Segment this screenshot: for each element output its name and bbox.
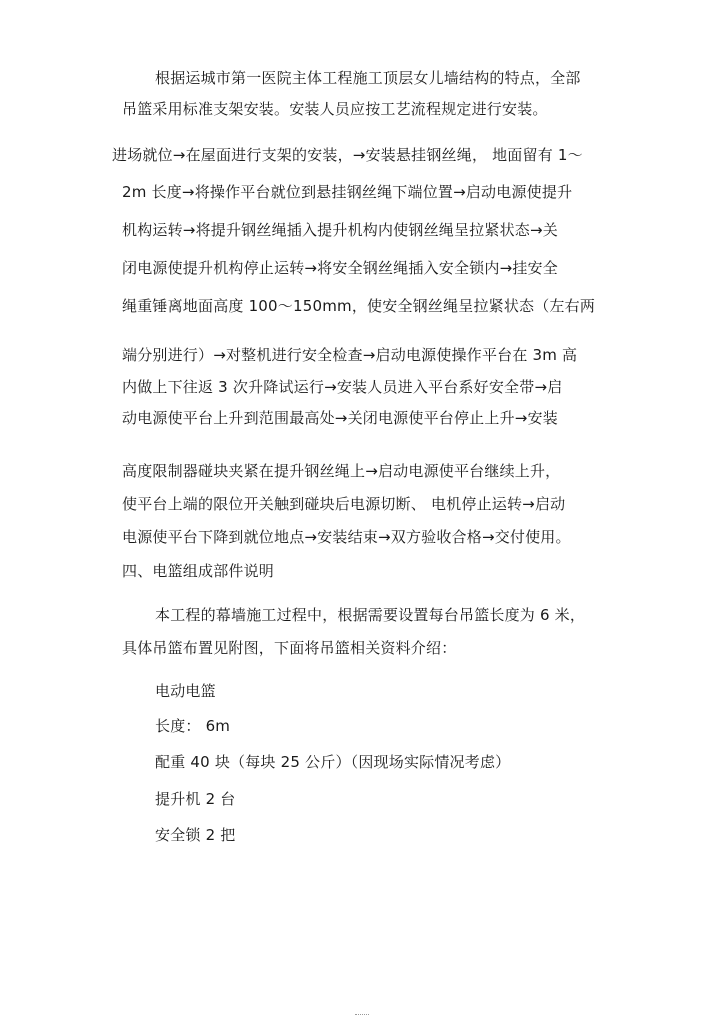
paragraph-line-4: 2m 长度→将操作平台就位到悬挂钢丝绳下端位置→启动电源使提升: [122, 183, 573, 201]
paragraph-line-2: 吊篮采用标准支架安装。安装人员应按工艺流程规定进行安装。: [122, 100, 548, 118]
spec-item-hoist: 提升机 2 台: [155, 790, 236, 808]
paragraph-line-12: 使平台上端的限位开关触到碰块后电源切断、 电机停止运转→启动: [122, 495, 566, 513]
spec-item-safety-lock: 安全锁 2 把: [155, 826, 236, 844]
spec-item-name: 电动电篮: [155, 682, 216, 700]
paragraph-line-9: 内做上下往返 3 次升降试运行→安装人员进入平台系好安全带→启: [122, 378, 563, 396]
section-heading: 四、电篮组成部件说明: [122, 562, 275, 580]
spec-item-counterweight: 配重 40 块（每块 25 公斤）（因现场实际情况考虑）: [155, 753, 511, 771]
spec-item-length: 长度： 6m: [155, 717, 231, 735]
paragraph-line-5: 机构运转→将提升钢丝绳插入提升机构内使钢丝绳呈拉紧状态→关: [122, 221, 558, 239]
paragraph-line-6: 闭电源使提升机构停止运转→将安全钢丝绳插入安全锁内→挂安全: [122, 259, 558, 277]
paragraph-line-3: 进场就位→在屋面进行支架的安装，→安装悬挂钢丝绳， 地面留有 1～: [112, 146, 583, 164]
paragraph-line-7: 绳重锤离地面高度 100～150mm，使安全钢丝绳呈拉紧状态（左右两: [122, 297, 596, 315]
page-footer-mark: [355, 1014, 369, 1018]
paragraph-line-14: 本工程的幕墙施工过程中，根据需要设置每台吊篮长度为 6 米，: [155, 606, 586, 624]
paragraph-line-13: 电源使平台下降到就位地点→安装结束→双方验收合格→交付使用。: [122, 528, 571, 546]
paragraph-line-1: 根据运城市第一医院主体工程施工顶层女儿墙结构的特点，全部: [155, 69, 581, 87]
paragraph-line-11: 高度限制器碰块夹紧在提升钢丝绳上→启动电源使平台继续上升，: [122, 462, 561, 480]
paragraph-line-8: 端分别进行）→对整机进行安全检查→启动电源使操作平台在 3m 高: [122, 346, 578, 364]
paragraph-line-10: 动电源使平台上升到范围最高处→关闭电源使平台停止上升→安装: [122, 409, 558, 427]
paragraph-line-15: 具体吊篮布置见附图，下面将吊篮相关资料介绍：: [122, 639, 457, 657]
